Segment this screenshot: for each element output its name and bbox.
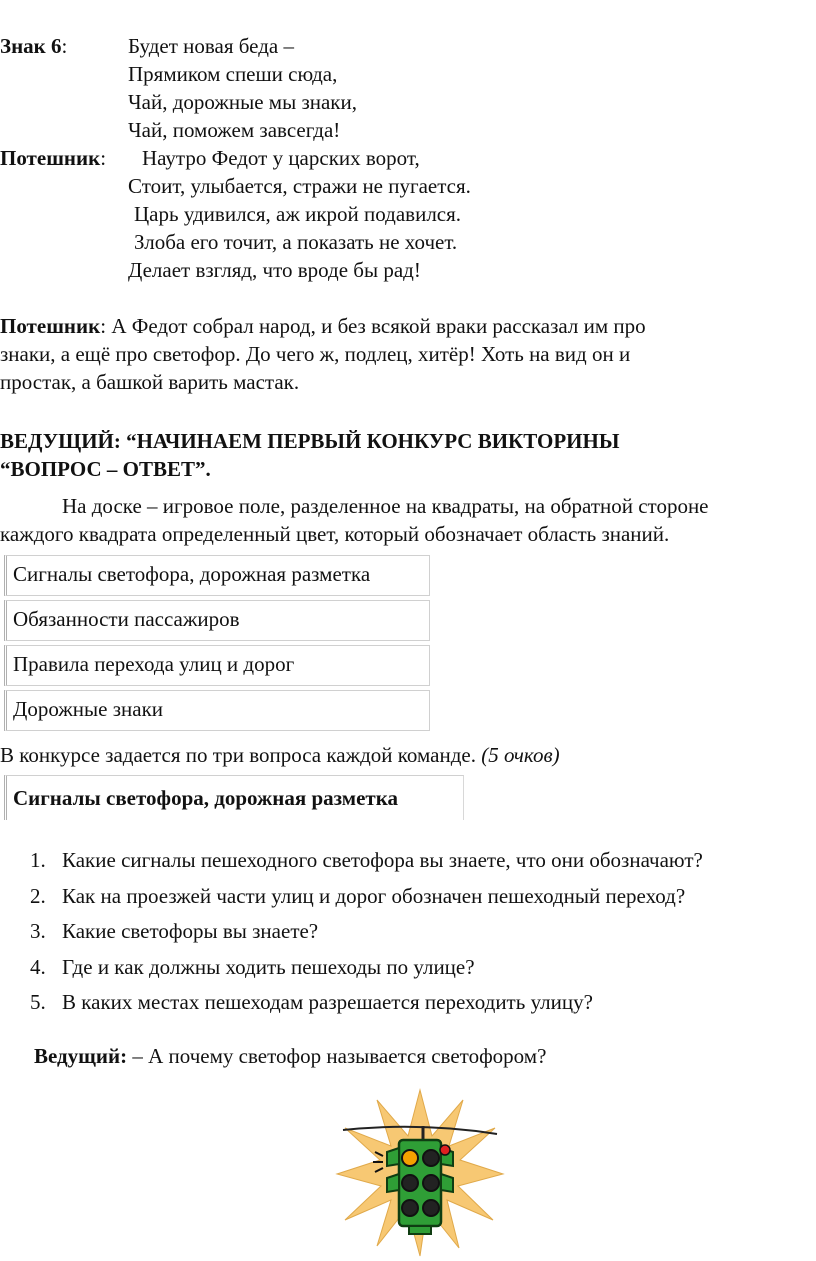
verse-speaker: Потешник: — [0, 146, 107, 170]
host-question: Ведущий: – А почему светофор называется светофором? — [34, 1044, 547, 1068]
red-lamp — [440, 1145, 450, 1155]
category-cell: Сигналы светофора, дорожная разметка — [4, 555, 430, 596]
section-title: ВЕДУЩИЙ: “НАЧИНАЕМ ПЕРВЫЙ КОНКУРС ВИКТОРИНЫ — [0, 429, 620, 453]
paragraph-line: Потешник: А Федот собрал народ, и без всякой враки рассказал им про — [0, 314, 646, 338]
verse-line: Чай, дорожные мы знаки, — [128, 90, 357, 114]
paragraph-line: На доске – игровое поле, разделенное на квадраты, на обратной стороне — [62, 494, 709, 518]
verse-line: Злоба его точит, а показать не хочет. — [134, 230, 458, 254]
verse-line: Делает взгляд, что вроде бы рад! — [128, 258, 421, 282]
section-heading-box: Сигналы светофора, дорожная разметка — [4, 775, 464, 820]
points-note: (5 очков) — [481, 743, 560, 767]
paragraph-line: простак, а башкой варить мастак. — [0, 370, 300, 394]
contest-note: В конкурсе задается по три вопроса каждой команде. (5 очков) — [0, 743, 560, 767]
category-cell: Обязанности пассажиров — [4, 600, 430, 641]
verse-speaker: Знак 6: — [0, 34, 68, 58]
paragraph-line: каждого квадрата определенный цвет, который обозначает область знаний. — [0, 522, 670, 546]
verse-line: Прямиком спеши сюда, — [128, 62, 338, 86]
section-title: “ВОПРОС – ОТВЕТ”. — [0, 457, 211, 481]
verse-line: Стоит, улыбается, стражи не пугается. — [128, 174, 471, 198]
verse-line: Царь удивился, аж икрой подавился. — [134, 202, 462, 226]
category-cell: Дорожные знаки — [4, 690, 430, 731]
paragraph-line: знаки, а ещё про светофор. До чего ж, подлец, хитёр! Хоть на вид он и — [0, 342, 631, 366]
verse-line: Будет новая беда – — [128, 34, 294, 58]
verse-line: Чай, поможем завсегда! — [128, 118, 341, 142]
paragraph-speaker: Потешник — [0, 314, 101, 338]
traffic-light-icon — [335, 1088, 505, 1258]
amber-lamp — [402, 1150, 418, 1166]
category-cell: Правила перехода улиц и дорог — [4, 645, 430, 686]
verse-line: Наутро Федот у царских ворот, — [142, 146, 420, 170]
